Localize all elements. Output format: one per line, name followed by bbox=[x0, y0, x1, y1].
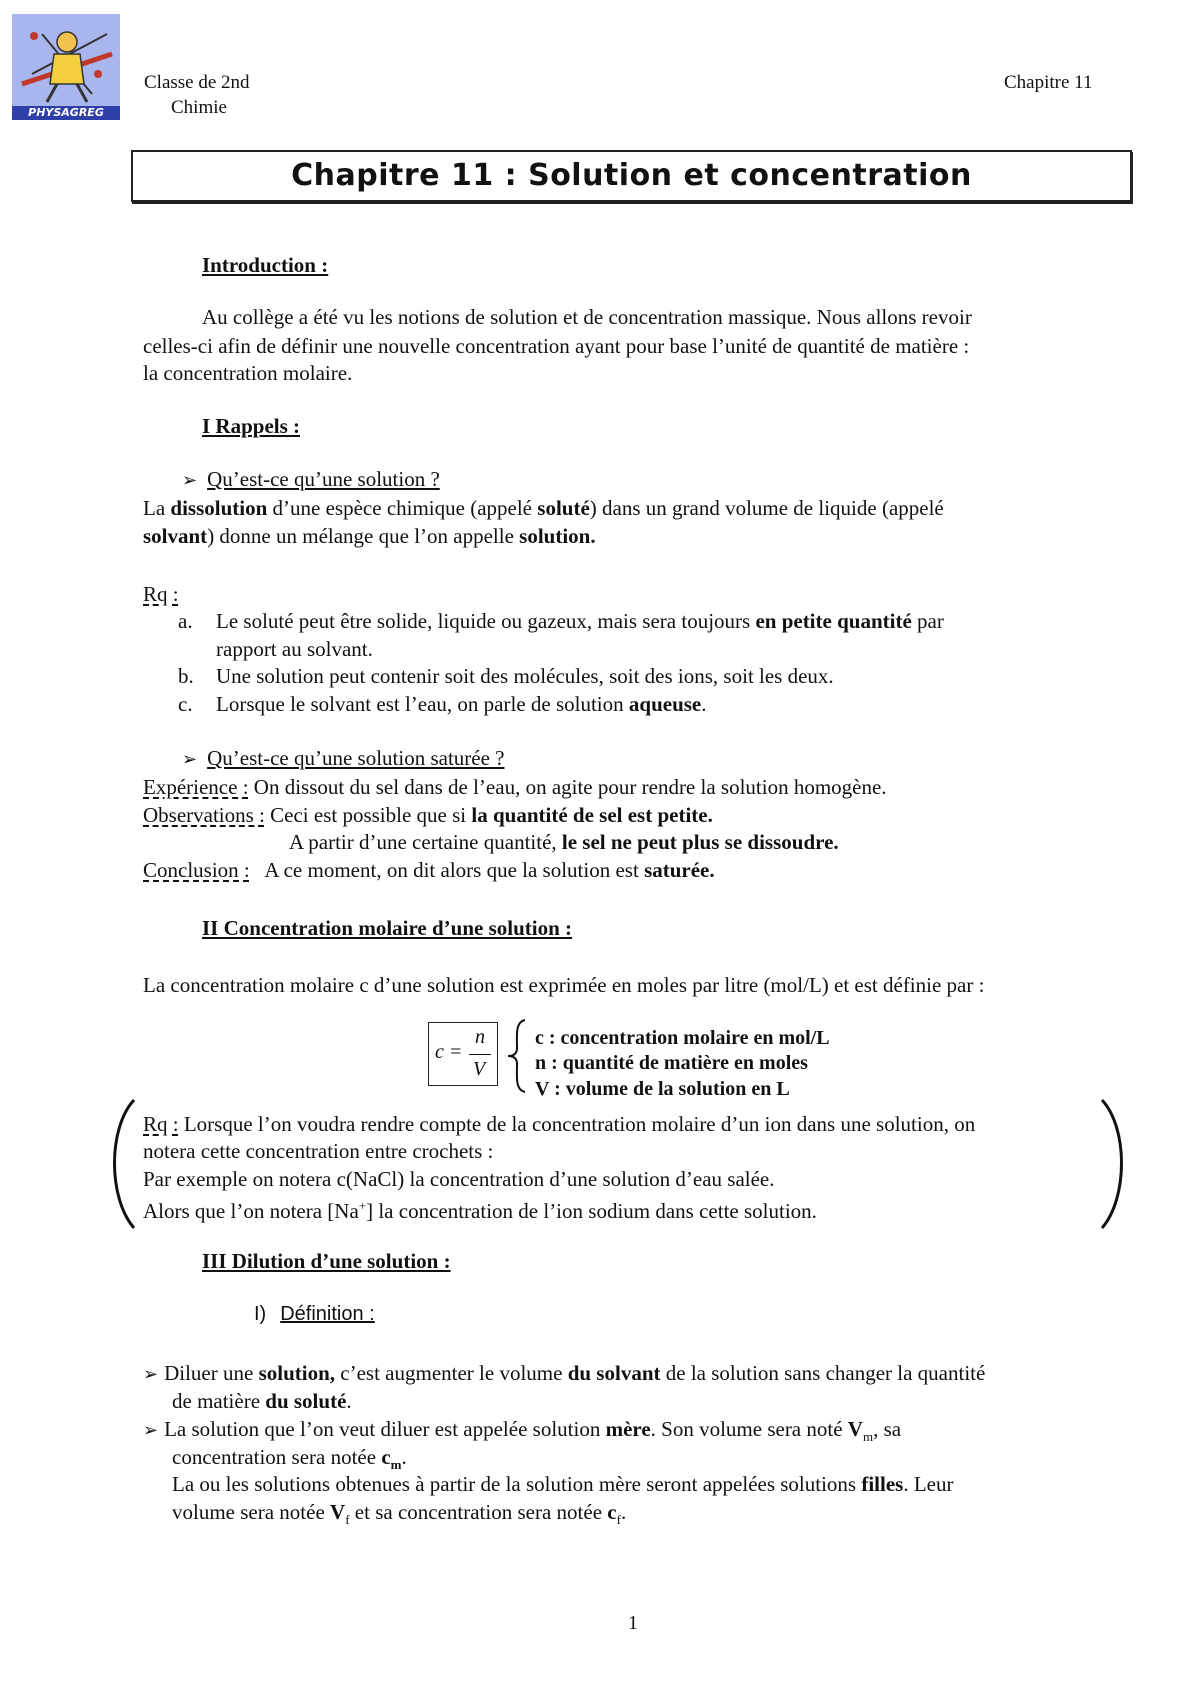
observations-line-2: A partir d’une certaine quantité, le sel ne peut plus se dissoudre. bbox=[289, 830, 839, 854]
formula-fraction-bar bbox=[469, 1054, 491, 1055]
dilution-item-2: ➢ La solution que l’on veut diluer est appelée solution mère. Son volume sera noté $V_m$, sa bbox=[143, 1417, 902, 1445]
formula-n: n bbox=[475, 1026, 485, 1048]
subject-label: Chimie bbox=[171, 97, 227, 118]
concentration-heading: II Concentration molaire d’une solution : bbox=[202, 916, 573, 940]
logo-figure-icon bbox=[12, 14, 120, 120]
arrow-icon: ➢ bbox=[182, 749, 198, 770]
concentration-definition: La concentration molaire c d’une solution est exprimée en moles par litre (mol/L) et est définie par : bbox=[143, 973, 985, 997]
rq-label: Rq : bbox=[143, 582, 179, 606]
page-number: 1 bbox=[628, 1612, 638, 1634]
list-item-b: b. Une solution peut contenir soit des molécules, soit des ions, soit les deux. bbox=[178, 664, 834, 688]
dilution-item-2-cont-2: La ou les solutions obtenues à partir de la solution mère seront appelées solutions filles. Leur bbox=[172, 1472, 954, 1496]
logo-text: PHYSAGREG bbox=[12, 106, 120, 120]
class-label: Classe de 2nd bbox=[144, 72, 250, 93]
list-item-a: a. Le soluté peut être solide, liquide ou gazeux, mais sera toujours en petite quantité par bbox=[178, 609, 944, 633]
legend-c: c : concentration molaire en mol/L bbox=[535, 1027, 830, 1049]
conclusion-line: Conclusion : A ce moment, on dit alors que la solution est saturée. bbox=[143, 858, 715, 882]
dilution-item-1-cont: de matière du soluté. bbox=[172, 1389, 352, 1413]
ion-remark-line-3: Par exemple on notera c(NaCl) la concentration d’une solution d’eau salée. bbox=[143, 1167, 775, 1191]
rappels-heading: I Rappels : bbox=[202, 414, 301, 438]
question-saturee: ➢ Qu’est-ce qu’une solution saturée ? bbox=[182, 746, 505, 770]
list-item-c: c. Lorsque le solvant est l’eau, on parle de solution aqueuse. bbox=[178, 692, 707, 716]
right-parenthesis-icon bbox=[1096, 1098, 1132, 1230]
dilution-heading: III Dilution d’une solution : bbox=[202, 1249, 451, 1273]
dissolution-line-1: La dissolution d’une espèce chimique (appelé soluté) dans un grand volume de liquide (appelé bbox=[143, 496, 944, 520]
chapter-label: Chapitre 11 bbox=[1004, 72, 1093, 93]
intro-line-2: celles-ci afin de définir une nouvelle concentration ayant pour base l’unité de quantité de matière : bbox=[143, 334, 970, 358]
dilution-item-1: ➢ Diluer une solution, c’est augmenter le volume du solvant de la solution sans changer la quantité bbox=[143, 1361, 986, 1385]
ion-remark-line-1: Rq : Lorsque l’on voudra rendre compte de la concentration molaire d’un ion dans une solution, on bbox=[143, 1112, 976, 1136]
dissolution-line-2: solvant) donne un mélange que l’on appelle solution. bbox=[143, 524, 596, 548]
concentration-formula bbox=[428, 1022, 498, 1086]
intro-line-3: la concentration molaire. bbox=[143, 361, 353, 385]
question-solution: ➢ Qu’est-ce qu’une solution ? bbox=[182, 467, 440, 491]
formula-c: c = bbox=[435, 1041, 463, 1063]
arrow-icon: ➢ bbox=[143, 1364, 159, 1385]
dilution-item-2-cont-3: volume sera notée $V_f$ et sa concentration sera notée $c_f$. bbox=[172, 1500, 627, 1528]
list-item-a-cont: rapport au solvant. bbox=[216, 637, 373, 661]
physagreg-logo bbox=[12, 14, 120, 120]
observations-line: Observations : Ceci est possible que si la quantité de sel est petite. bbox=[143, 803, 713, 827]
definition-subheading: I) Définition : bbox=[254, 1303, 375, 1325]
page-title: Chapitre 11 : Solution et concentration bbox=[291, 158, 972, 193]
formula-v: V bbox=[473, 1058, 486, 1080]
experience-line: Expérience : On dissout du sel dans de l’eau, on agite pour rendre la solution homogène. bbox=[143, 775, 887, 799]
left-parenthesis-icon bbox=[104, 1098, 140, 1230]
dilution-item-2-cont: concentration sera notée $c_m$. bbox=[172, 1445, 407, 1473]
intro-line-1: Au collège a été vu les notions de solution et de concentration massique. Nous allons revoir bbox=[202, 305, 972, 329]
legend-n: n : quantité de matière en moles bbox=[535, 1052, 808, 1074]
arrow-icon: ➢ bbox=[143, 1420, 159, 1441]
arrow-icon: ➢ bbox=[182, 470, 198, 491]
ion-remark-line-4: Alors que l’on notera [Na+] la concentration de l’ion sodium dans cette solution. bbox=[143, 1198, 817, 1223]
legend-v: V : volume de la solution en L bbox=[535, 1078, 790, 1100]
ion-remark-line-2: notera cette concentration entre crochets : bbox=[143, 1139, 494, 1163]
brace-icon bbox=[505, 1018, 529, 1094]
intro-heading: Introduction : bbox=[202, 253, 329, 277]
title-box bbox=[131, 150, 1132, 202]
